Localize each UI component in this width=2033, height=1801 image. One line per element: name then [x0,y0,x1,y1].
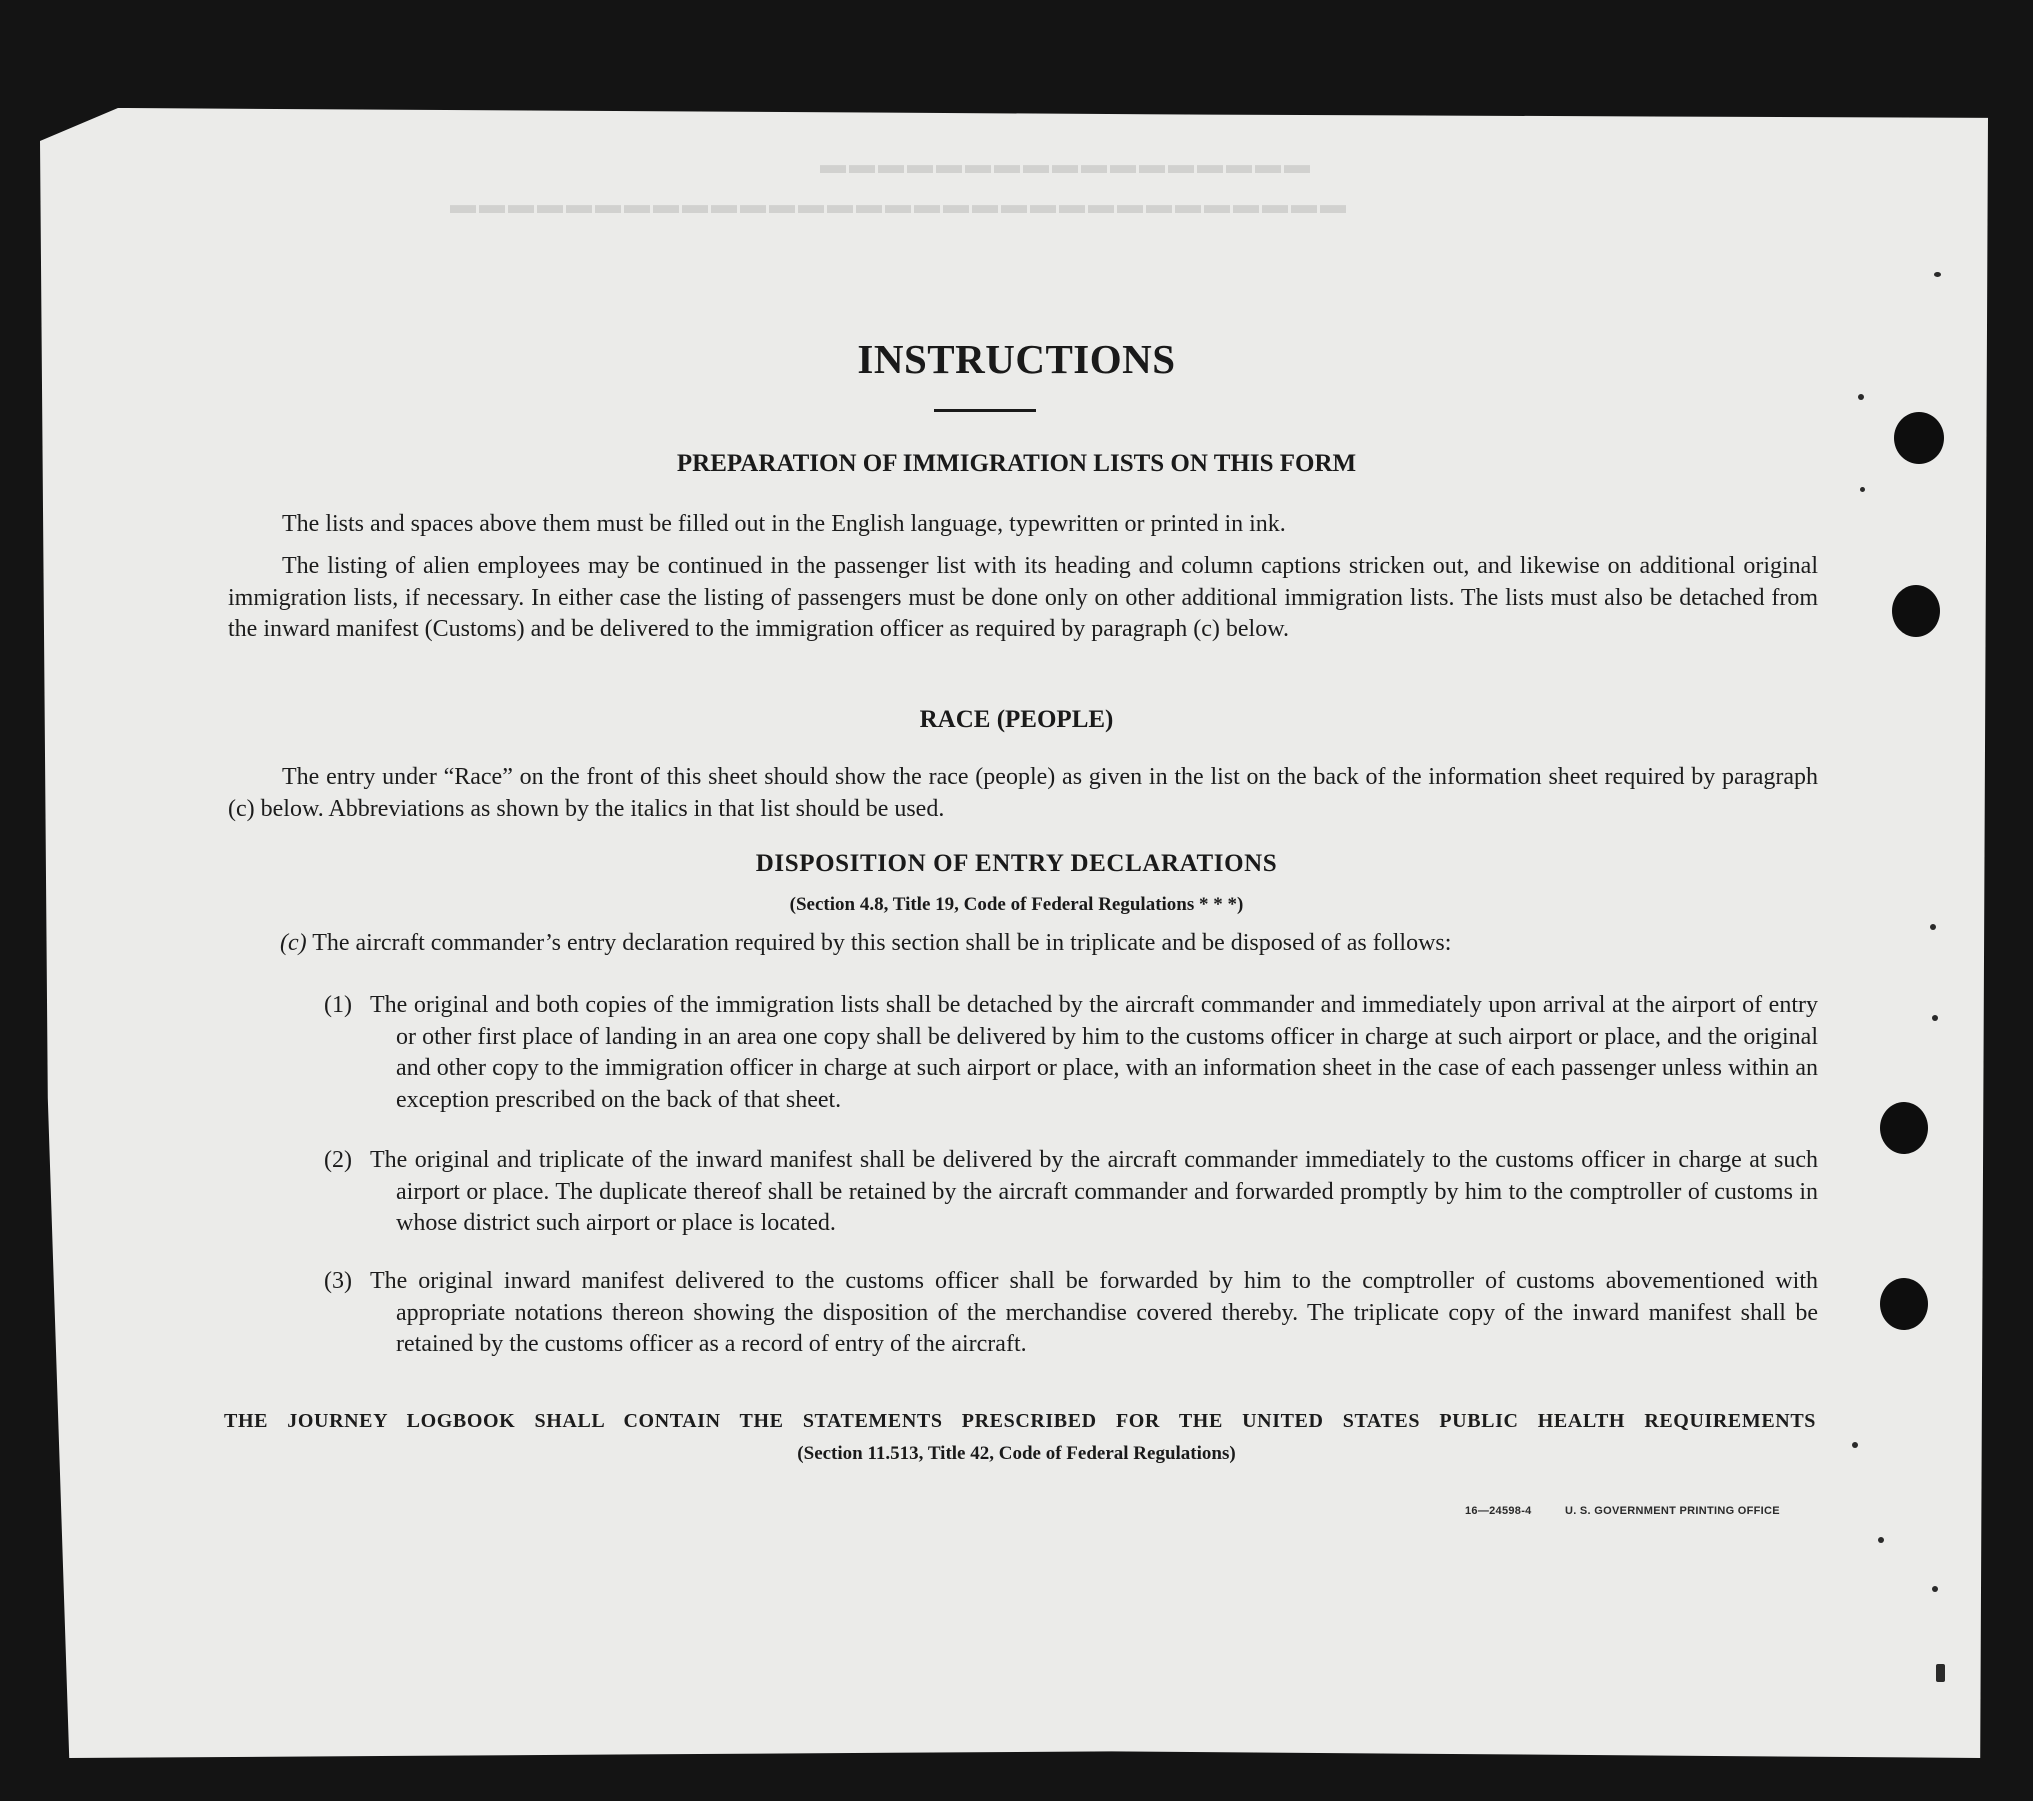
punch-hole [1892,585,1940,637]
ink-speck [1936,1664,1945,1682]
ink-speck [1858,394,1864,400]
paragraph-preparation-2: The listing of alien employees may be continued in the passenger list with its heading and column captions stricken out, and likewise on additional original immigration lists, if necessary. In either case the listing of passengers must be done only on other additional immigration lists. The lists must also be detached from the inward manifest (Customs) and be delivered to the immigration officer as required by paragraph (c) below. [228,553,1818,642]
ink-speck [1932,1586,1938,1592]
ink-speck [1860,487,1865,492]
list-item [324,1266,1818,1361]
list-item [324,1145,1818,1240]
clause-text: The aircraft commander’s entry declaration required by this section shall be in triplicate and be disposed of as follows: [312,930,1452,956]
section-heading-race: RACE (PEOPLE) [919,706,1114,733]
ink-speck [1930,924,1936,930]
list-item-number: (1) [324,992,352,1018]
section-heading-disposition: DISPOSITION OF ENTRY DECLARATIONS [755,850,1278,877]
printer-footer [1465,1505,1780,1517]
bleed-through-text: ▬▬▬▬▬▬▬▬▬▬▬▬▬▬▬▬▬▬▬▬▬▬▬▬▬▬▬▬▬▬▬ [450,190,1349,219]
printer-name: U. S. GOVERNMENT PRINTING OFFICE [1564,1505,1780,1517]
ink-speck [1878,1537,1884,1543]
ink-speck [1932,1015,1938,1021]
journey-citation: (Section 11.513, Title 42, Code of Federal Regulations) [797,1443,1236,1464]
list-item-number: (3) [324,1268,352,1294]
page-title: INSTRUCTIONS [857,336,1176,382]
clause-c [280,930,1451,957]
title-underline [934,409,1036,412]
clause-marker: (c) [280,930,307,956]
ink-speck [1934,272,1941,277]
punch-hole [1880,1278,1928,1330]
punch-hole [1880,1102,1928,1154]
list-item-number: (2) [324,1147,352,1173]
journey-logbook-statement: THE JOURNEY LOGBOOK SHALL CONTAIN THE STATEMENTS PRESCRIBED FOR THE UNITED STATES PUBLIC HEALTH REQUIREMENTS [224,1410,1816,1432]
list-item [324,990,1818,1116]
list-item-text: The original and triplicate of the inward manifest shall be delivered by the aircraft commander immediately to the customs officer in charge at such airport or place. The duplicate thereof shall be retained by the aircraft commander and forwarded promptly by him to the comptroller of customs in whose district such airport or place is located. [370,1147,1818,1236]
section-heading-preparation: PREPARATION OF IMMIGRATION LISTS ON THIS FORM [676,450,1357,477]
list-item-text: The original and both copies of the immigration lists shall be detached by the aircraft commander and immediately upon arrival at the airport of entry or other first place of landing in an area one copy shall be delivered by him to the customs officer in charge at such airport or place, and the original and other copy to the immigration officer in charge at such airport or place, with an information sheet in the case of each passenger unless within an exception prescribed on the back of that sheet. [370,992,1818,1113]
section-subheading-disposition: (Section 4.8, Title 19, Code of Federal Regulations * * *) [789,894,1244,915]
paragraph-race: The entry under “Race” on the front of this sheet should show the race (people) as given in the list on the back of the information sheet required by paragraph (c) below. Abbreviations as shown by the italics in that list should be used. [228,764,1818,822]
paragraph-preparation-1: The lists and spaces above them must be filled out in the English language, typewritten or printed in ink. [282,511,1286,537]
bleed-through-text: ▬▬▬▬▬▬▬▬▬▬▬▬▬▬▬▬▬ [820,150,1313,179]
form-number: 16—24598-4 [1465,1505,1532,1517]
list-item-text: The original inward manifest delivered to the customs officer shall be forwarded by him to the comptroller of customs abovementioned with appropriate notations thereon showing the disposition of the merchandise covered thereby. The triplicate copy of the inward manifest shall be retained by the customs officer as a record of entry of the aircraft. [370,1268,1818,1357]
